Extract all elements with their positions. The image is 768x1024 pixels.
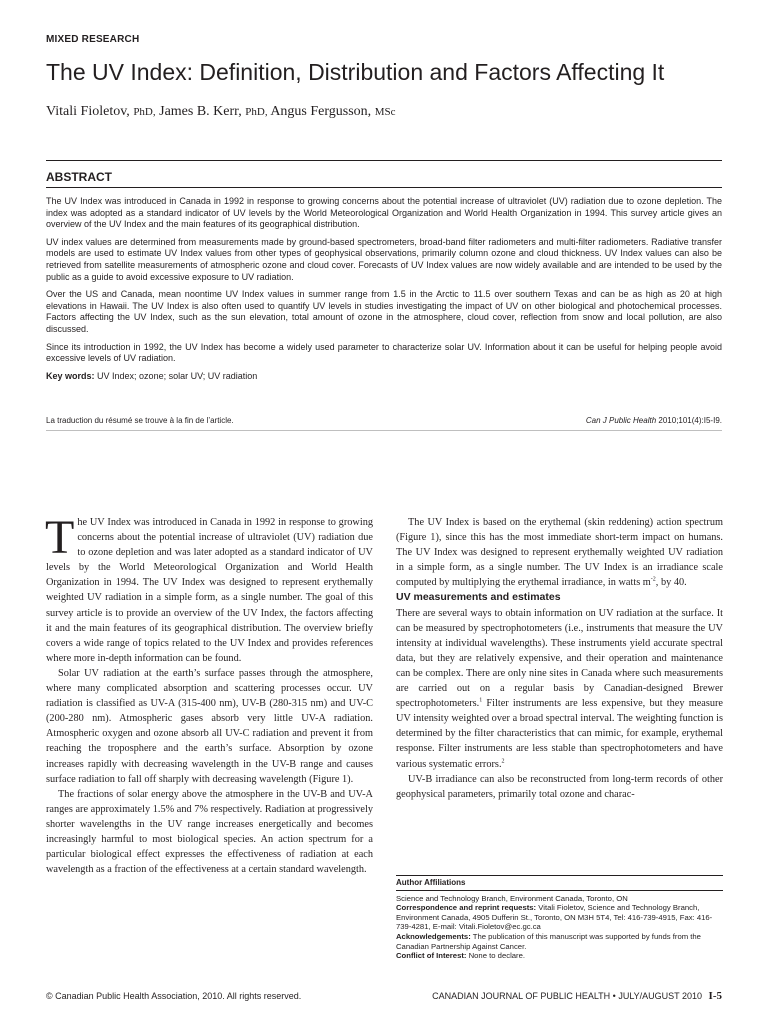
body-paragraph: The fractions of solar energy above the atmosphere in the UV-B and UV-A ranges are approximately 1.5% and 7% respectively. Radiation at progressively shorter wavelengths in the UV range increases energetically and becomes increasingly harmful to most biological species. An action spectrum for a particular biological effect expresses the effectiveness of radiation at each wavelength as a fraction of the effectiveness at a certain standard wavelength. bbox=[46, 788, 373, 876]
divider bbox=[396, 890, 723, 891]
footer-copyright: © Canadian Public Health Association, 2010. All rights reserved. bbox=[46, 991, 302, 1001]
body-paragraph bbox=[396, 606, 723, 772]
superscript: -2 bbox=[650, 576, 656, 583]
section-label: MIXED RESEARCH bbox=[46, 34, 140, 45]
page-number: I-5 bbox=[708, 990, 722, 1002]
footer-journal-name: CANADIAN JOURNAL OF PUBLIC HEALTH • JULY/AUGUST 2010 bbox=[432, 991, 703, 1001]
body-paragraph: UV-B irradiance can also be reconstructed from long-term records of other geophysical parameters, primarily total ozone and charac- bbox=[396, 773, 723, 800]
conflict-of-interest bbox=[396, 951, 723, 961]
body-paragraph bbox=[45, 511, 373, 666]
translation-note: La traduction du résumé se trouve à la fin de l’article. bbox=[46, 416, 234, 425]
author-affiliations bbox=[396, 875, 723, 961]
body-column-right bbox=[396, 515, 723, 802]
author-list bbox=[46, 104, 395, 120]
citation-journal: Can J Public Health bbox=[585, 416, 657, 425]
acknowledgements-text: The publication of this manuscript was supported by funds from the Canadian Partnership Against Cancer. bbox=[396, 931, 701, 951]
keywords bbox=[46, 371, 722, 383]
citation-ref: 2010;101(4):I5-I9. bbox=[658, 416, 722, 425]
body-text: , by 40. bbox=[655, 577, 687, 589]
acknowledgements-label: Acknowledgements: bbox=[396, 931, 471, 941]
superscript: 1 bbox=[479, 697, 483, 704]
divider bbox=[46, 187, 722, 188]
keywords-label: Key words: bbox=[46, 370, 95, 381]
abstract-paragraph: UV index values are determined from measurements made by ground-based spectrometers, broad-band filter radiometers and multi-filter radiometers. Radiative transfer models are used to estimate UV Index values from other types of geophysical observations, primarily column ozone and cloud thickness. UV Index values can also be retrieved from satellite measurements of atmospheric ozone and cloud cover. Forecasts of UV Index values are now widely available and are intended to be used by the public as a guide to avoid excessive exposure to UV radiation. bbox=[46, 236, 722, 282]
body-paragraph: Solar UV radiation at the earth’s surface passes through the atmosphere, where many complicated absorption and scattering processes occur. UV radiation is classified as UV-A (315-400 nm), UV-B (280-315 nm) and UV-C (200-280 nm). Atmospheric gases absorb very little UV-A radiation. Atmospheric oxygen and ozone absorb all UV-C radiation and prevent it from reaching the troposphere and the earth’s surface. Absorption by ozone increases rapidly with decreasing wavelength in the UV-B range and causes surface radiation to fall off sharply with decreasing wavelength (Figure 1). bbox=[46, 667, 373, 785]
affiliations-heading: Author Affiliations bbox=[396, 878, 466, 887]
body-text: The UV Index is based on the erythemal (skin reddening) action spectrum (Figure 1), since this has the most immediate short-term impact on humans. The UV Index was designed to represent erythemally weighted UV radiation in a simple form, as a single number. The UV Index is an irradiance scale computed by multiplying the erythemal irradiance, in watts m bbox=[396, 517, 723, 589]
correspondence bbox=[396, 903, 723, 932]
abstract-body bbox=[46, 196, 722, 382]
body-text: he UV Index was introduced in Canada in 1992 in response to growing concerns about the potential increase of ultraviolet (UV) radiation due to ozone depletion and was later adopted as a standard indicator of UV levels by the World Meteorological Organization and World Health Organization in 1994. The UV Index was designed to represent erythemally weighted UV radiation in a simple form, as a single number. The goal of this survey article is to provide an overview of the UV Index, the factors affecting it and the main features of its geographical distribution. The overview briefly covers a wide range of topics related to the UV Index and provides references where more in-depth information can be found. bbox=[46, 517, 373, 664]
abstract-paragraph: The UV Index was introduced in Canada in 1992 in response to growing concerns about the potential increase of ultraviolet (UV) radiation due to ozone depletion. The index was adopted as a standard indicator of UV levels by the World Meteorological Organization and World Health Organization in 1994. This survey article gives an overview of the UV Index and the main features of its geographical distribution. bbox=[46, 196, 722, 230]
section-subheading: UV measurements and estimates bbox=[396, 591, 561, 604]
correspondence-label: Correspondence and reprint requests: bbox=[396, 903, 537, 913]
affiliation-text: Science and Technology Branch, Environment Canada, Toronto, ON bbox=[396, 893, 628, 903]
abstract-heading: ABSTRACT bbox=[46, 170, 112, 184]
divider bbox=[46, 160, 722, 161]
body-text: There are several ways to obtain information on UV radiation at the surface. It can be measured by spectrophotometers (i.e., instruments that measure the UV intensity at individual wavelengths). These instruments yield accurate spectral data, but they are relatively expensive, and their operation and maintenance can be complex. There are only nine sites in Canada where such measurements are carried out on a regular basis by Canadian-designed Brewer spectrophotometers. bbox=[396, 607, 723, 710]
conflict-label: Conflict of Interest: bbox=[396, 951, 467, 961]
abstract-paragraph: Over the US and Canada, mean noontime UV Index values in summer range from 1.5 in the Arctic to 11.5 over southern Texas and can be as high as 20 at high elevations in Hawaii. The UV Index is also often used to quantify UV levels in studies investigating the impact of UV on other biological and photochemical processes. Factors affecting the UV Index, such as the sun elevation, total amount of ozone in the atmosphere, cloud cover, reflection from snow and local pollution, are also discussed. bbox=[46, 289, 722, 334]
body-paragraph bbox=[396, 515, 723, 590]
body-column-left bbox=[45, 511, 373, 877]
author-degree: PhD, bbox=[133, 106, 156, 118]
abstract-paragraph: Since its introduction in 1992, the UV Index has become a widely used parameter to characterize solar UV. Information about it can be useful for helping people avoid excessive levels of UV radiation. bbox=[46, 341, 722, 364]
author-degree: MSc bbox=[374, 106, 396, 118]
citation bbox=[586, 416, 722, 425]
correspondence-text: Vitali Fioletov, Science and Technology Branch, Environment Canada, 4905 Dufferin St., Toronto, ON M3H 5T4, Tel: 416-739-4915, Fax: 416-739-4281, E-mail: Vitali.Fioletov@ec.gc.ca bbox=[396, 903, 713, 932]
superscript: 2 bbox=[501, 758, 505, 765]
drop-cap: T bbox=[45, 511, 75, 564]
author-degree: PhD, bbox=[245, 106, 268, 118]
author-name: Vitali Fioletov, bbox=[46, 104, 130, 119]
article-title: The UV Index: Definition, Distribution and Factors Affecting It bbox=[46, 59, 665, 85]
author-name: James B. Kerr, bbox=[159, 104, 242, 119]
author-name: Angus Fergusson, bbox=[270, 104, 372, 119]
acknowledgements bbox=[396, 932, 723, 951]
divider bbox=[46, 430, 722, 431]
keywords-text: UV Index; ozone; solar UV; UV radiation bbox=[97, 370, 258, 381]
conflict-text: None to declare. bbox=[468, 951, 526, 961]
footer-journal bbox=[432, 990, 722, 1002]
body-text: Filter instruments are less expensive, but they measure UV intensity weighted over a broad spectral interval. The weighting function is determined by the filter characteristics that can mimic, for example, erythemal response. Filter instruments are less stable than spectrophotometers and have various systematic errors. bbox=[396, 698, 723, 770]
